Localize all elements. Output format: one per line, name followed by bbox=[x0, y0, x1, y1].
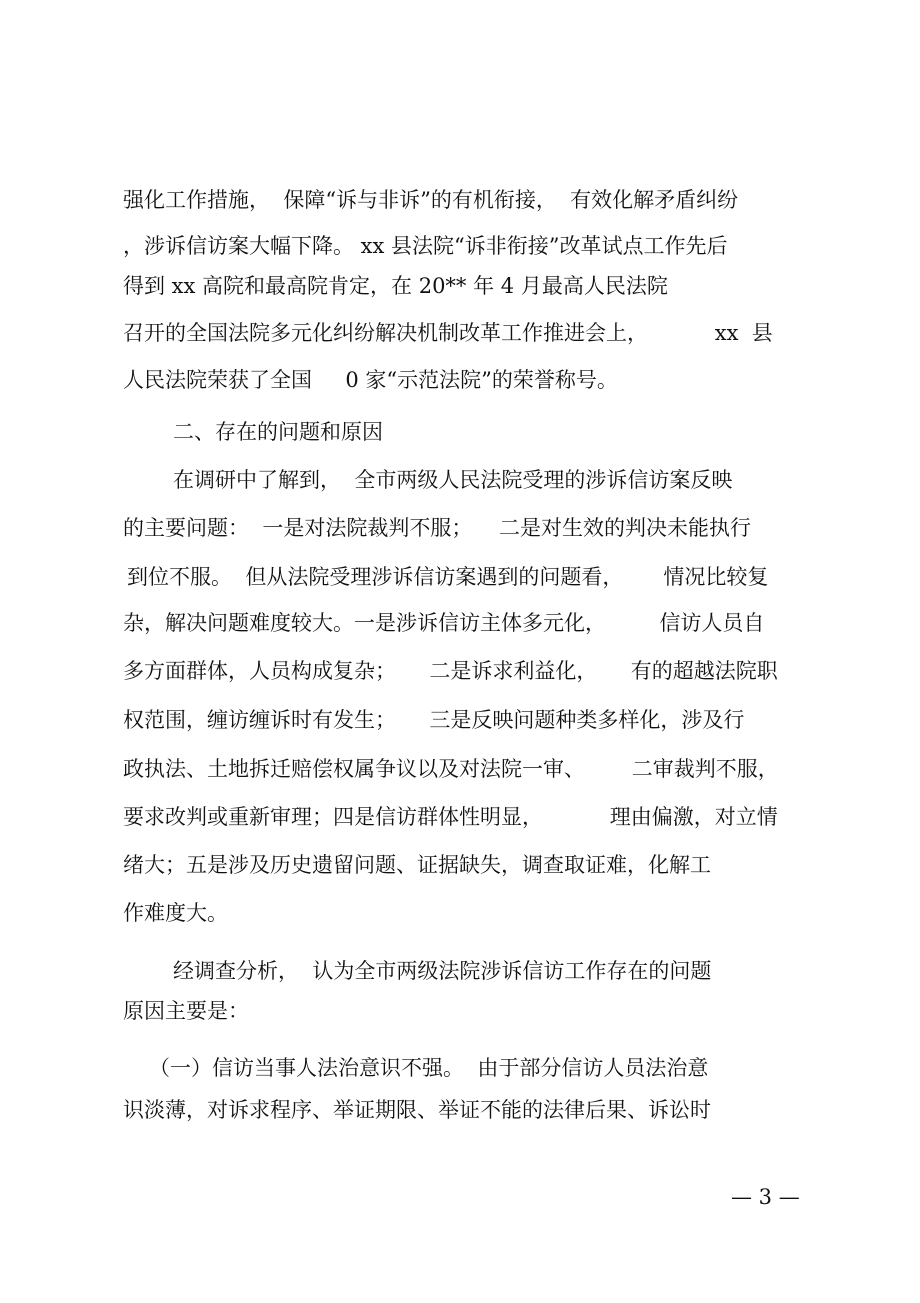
text-line: 召开的全国法院多元化纠纷解决机制改革工作推进会上， xx 县 bbox=[123, 321, 773, 345]
page-number: — 3 — bbox=[731, 1185, 800, 1209]
text-line: 在调研中了解到， 全市两级人民法院受理的涉诉信访案反映 bbox=[173, 468, 733, 492]
text-line: ，涉诉信访案大幅下降。 xx 县法院“诉非衔接”改革试点工作先后 bbox=[123, 234, 728, 258]
text-line: （一）信访当事人法治意识不强。 由于部分信访人员法治意 bbox=[149, 1056, 709, 1080]
text-line: 多方面群体，人员构成复杂； 二是诉求利益化， 有的超越法院职 bbox=[123, 659, 778, 683]
text-line: 权范围，缠访缠诉时有发生； 三是反映问题种类多样化，涉及行 bbox=[123, 708, 745, 732]
section-heading: 二、存在的问题和原因 bbox=[173, 420, 383, 444]
text-line: 人民法院荣获了全国 0 家“示范法院”的荣誉称号。 bbox=[123, 368, 618, 392]
text-line: 到位不服。 但从法院受理涉诉信访案遇到的问题看， 情况比较复 bbox=[127, 565, 769, 589]
text-line: 政执法、土地拆迁赔偿权属争议以及对法院一审、 二审裁判不服， bbox=[123, 757, 779, 781]
text-line: 经调查分析， 认为全市两级法院涉诉信访工作存在的问题 bbox=[173, 959, 712, 983]
text-line: 杂，解决问题难度较大。一是涉诉信访主体多元化， 信访人员自 bbox=[123, 611, 765, 635]
text-line: 要求改判或重新审理；四是信访群体性明显， 理由偏激，对立情 bbox=[123, 805, 778, 829]
text-line: 的主要问题： 一是对法院裁判不服； 二是对生效的判决未能执行 bbox=[123, 516, 752, 540]
text-line: 绪大；五是涉及历史遗留问题、证据缺失，调查取证难，化解工 bbox=[123, 853, 711, 877]
text-line: 原因主要是： bbox=[123, 999, 249, 1023]
text-line: 得到 xx 高院和最高院肯定，在 20** 年 4 月最高人民法院 bbox=[123, 274, 668, 298]
text-line: 作难度大。 bbox=[123, 901, 228, 925]
text-line: 识淡薄，对诉求程序、举证期限、举证不能的法律后果、诉讼时 bbox=[123, 1098, 711, 1122]
text-line: 强化工作措施， 保障“诉与非诉”的有机衔接， 有效化解矛盾纠纷 bbox=[123, 188, 739, 212]
